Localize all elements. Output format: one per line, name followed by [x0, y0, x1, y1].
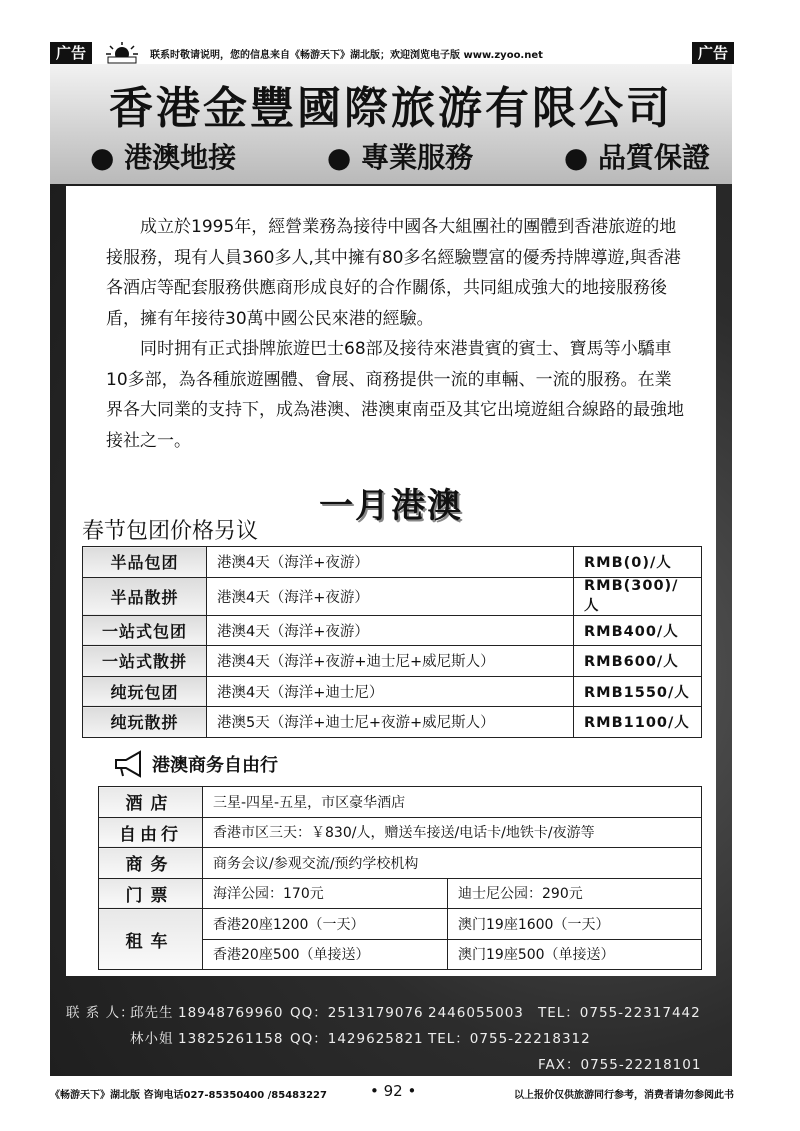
price-category: 纯玩包团	[83, 676, 207, 707]
ticket-label: 门票	[99, 878, 203, 909]
price-category: 一站式包团	[83, 615, 207, 646]
rental-macau-transfer: 澳门19座500（单接送）	[448, 939, 702, 970]
contact-block	[66, 1000, 716, 1078]
ad-label-right: 广告	[692, 42, 734, 64]
price-value: RMB1100/人	[574, 707, 702, 738]
slogan-item: ● 港澳地接	[90, 141, 237, 174]
contact-person: 邱先生	[130, 1005, 174, 1021]
price-value: RMB400/人	[574, 615, 702, 646]
business-value: 商务会议/参观交流/预约学校机构	[203, 848, 702, 879]
table-row	[83, 547, 702, 578]
table-row	[99, 909, 702, 940]
contact-row	[66, 1052, 716, 1078]
price-route: 港澳4天（海洋+迪士尼）	[207, 676, 574, 707]
content-area	[66, 186, 716, 976]
rental-hk-day: 香港20座1200（一天）	[203, 909, 448, 940]
contact-row	[66, 1026, 716, 1052]
page-footer	[50, 1082, 734, 1102]
footer-left: 《畅游天下》湖北版 咨询电话027-85350400 /85483227	[50, 1090, 327, 1101]
table-row	[83, 577, 702, 615]
table-row	[99, 787, 702, 818]
price-table	[82, 546, 702, 738]
section-title: 一月港澳	[319, 486, 463, 526]
top-bar	[50, 42, 734, 64]
intro-paragraph: 成立於1995年，經營業務為接待中國各大組團社的團體到香港旅遊的地接服務，現有人員360多人,其中擁有80多名經驗豐富的優秀持牌導遊,與香港各酒店等配套服務供應商形成良好的合作關係，共同組成強大的地接服務後盾，擁有年接待30萬中國公民來港的經驗。	[106, 217, 681, 329]
car-rental-label: 租车	[99, 909, 203, 970]
company-name: 香港金豐國際旅游有限公司	[109, 83, 673, 134]
hotel-value: 三星-四星-五星，市区豪华酒店	[203, 787, 702, 818]
contact-person: 林小姐	[130, 1031, 174, 1047]
table-row	[83, 615, 702, 646]
contact-tel: TEL：0755-22317442	[538, 1005, 701, 1021]
megaphone-icon	[112, 749, 148, 779]
rental-hk-transfer: 香港20座500（单接送）	[203, 939, 448, 970]
header-note: 联系时敬请说明，您的信息来自《畅游天下》湖北版；欢迎浏览电子版 www.zyoo.net	[150, 50, 543, 61]
price-route: 港澳5天（海洋+迪士尼+夜游+威尼斯人）	[207, 707, 574, 738]
price-value: RMB(300)/人	[574, 577, 702, 615]
page-number: • 92 •	[370, 1082, 417, 1100]
slogan-item: ● 專業服務	[326, 141, 474, 174]
price-route: 港澳4天（海洋+夜游+迪士尼+威尼斯人）	[207, 646, 574, 677]
price-value: RMB(0)/人	[574, 547, 702, 578]
table-row	[83, 707, 702, 738]
ad-panel	[50, 64, 732, 1076]
contact-qq-alt: 2446055003	[428, 1005, 524, 1021]
footer-right: 以上报价仅供旅游同行参考，消费者请勿参阅此书	[514, 1090, 734, 1101]
contact-fax: FAX：0755-22218101	[538, 1057, 702, 1073]
price-category: 半品散拼	[83, 577, 207, 615]
table-row	[99, 848, 702, 879]
table-row	[99, 878, 702, 909]
contact-phone: 13825261158	[178, 1031, 284, 1047]
table-row	[83, 646, 702, 677]
price-route: 港澳4天（海洋+夜游）	[207, 577, 574, 615]
price-category: 一站式散拼	[83, 646, 207, 677]
intro-paragraph: 同时拥有正式掛牌旅遊巴士68部及接待來港貴賓的賓士、寶馬等小驕車10多部，為各種旅遊團體、會展、商務提供一流的車輛、一流的服務。在業界各大同業的支持下，成為港澳、港澳東南亞及其它出境遊組合線路的最強地接社之一。	[106, 339, 684, 451]
business-heading-text: 港澳商务自由行	[152, 755, 278, 776]
contact-row	[66, 1000, 716, 1026]
business-heading	[112, 746, 278, 782]
contact-phone: 18948769960	[178, 1005, 284, 1021]
table-row	[99, 817, 702, 848]
ticket-ocean-park: 海洋公园：170元	[203, 878, 448, 909]
free-travel-value: 香港市区三天：￥830/人，赠送车接送/电话卡/地铁卡/夜游等	[203, 817, 702, 848]
free-travel-label: 自由行	[99, 817, 203, 848]
magazine-logo-icon	[102, 40, 142, 64]
table-row	[83, 676, 702, 707]
price-value: RMB1550/人	[574, 676, 702, 707]
price-route: 港澳4天（海洋+夜游）	[207, 615, 574, 646]
price-route: 港澳4天（海洋+夜游）	[207, 547, 574, 578]
title-band	[50, 64, 732, 184]
contact-qq: QQ：1429625821	[290, 1031, 424, 1047]
rental-macau-day: 澳门19座1600（一天）	[448, 909, 702, 940]
price-category: 纯玩散拼	[83, 707, 207, 738]
slogan-item: ● 品質保證	[563, 141, 710, 174]
slogan-row	[90, 136, 710, 176]
intro-text	[106, 212, 686, 456]
contact-qq: QQ：2513179076	[290, 1005, 424, 1021]
contact-label: 联 系 人：	[66, 1005, 135, 1021]
contact-tel: TEL：0755-22218312	[428, 1031, 591, 1047]
ad-label-left: 广告	[50, 42, 92, 64]
business-label: 商务	[99, 848, 203, 879]
business-table	[98, 786, 702, 970]
section-subtitle: 春节包团价格另议	[82, 519, 259, 544]
price-category: 半品包团	[83, 547, 207, 578]
ticket-disney: 迪士尼公园：290元	[448, 878, 702, 909]
price-value: RMB600/人	[574, 646, 702, 677]
hotel-label: 酒店	[99, 787, 203, 818]
